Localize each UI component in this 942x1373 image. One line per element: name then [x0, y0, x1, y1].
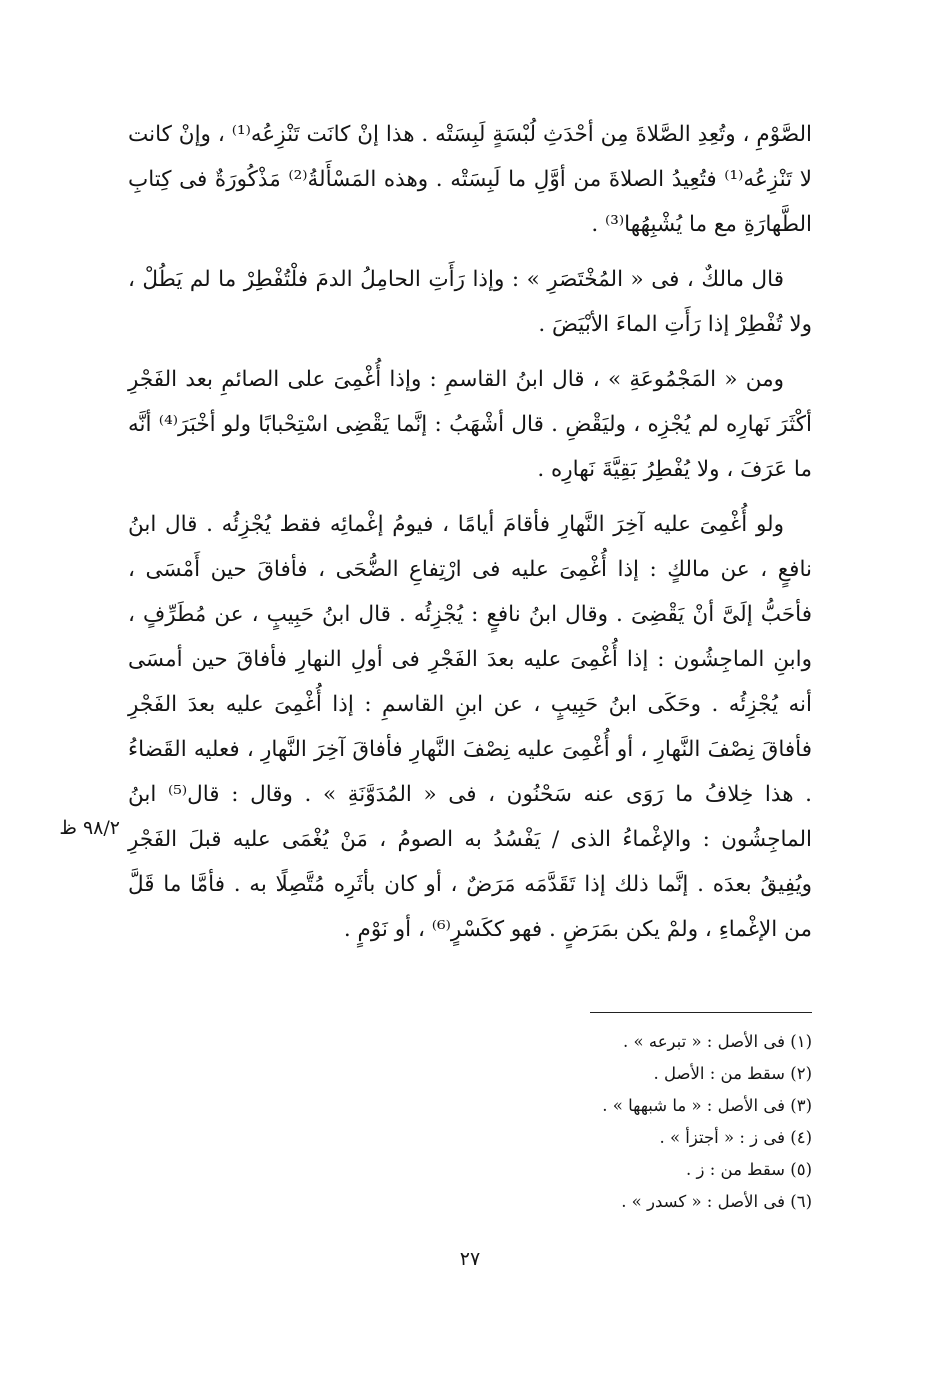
- footnote-divider: [590, 1012, 812, 1013]
- page-number: ٢٧: [459, 1248, 481, 1270]
- footnote-3: (٣) فى الأصل : « ما شبهها » .: [602, 1096, 812, 1115]
- footnote-2: (٢) سقط من : الأصل .: [653, 1064, 812, 1083]
- paragraph-4: ولو أُغْمِىَ عليه آخِرَ النَّهارِ فأقامَ أيامًا ، فيومُ إغْمائِه فقط يُجْزِئُه . قال ابنُ نافعٍ ، عن مالكٍ : إذا أُغْمِىَ عليه فى ارْتِفاعِ الضُّحَى ، فأفاقَ حين أَمْسَى ، فأحَبُّ إلَىَّ أنْ يَقْضِىَ . وقال ابنُ نافعٍ : يُجْزِئُه . قال ابنُ حَبِيبٍ ، عن مُطَرِّفٍ ، وابنِ الماجِشُون : إذا أُغْمِىَ عليه بعدَ الفَجْرِ فى أولِ النهارِ فأفاقَ حين أمسَى أنه يُجْزِئُه . وحَكَى ابنُ حَبِيبٍ ، عن ابنِ القاسمِ : إذا أُغْمِىَ عليه بعدَ الفَجْرِ فأفاقَ نِصْفَ النَّهارِ ، أو أُغْمِىَ عليه نِصْفَ النَّهارِ فأفاقَ آخِرَ النَّهارِ ، فعليه القَضاءُ . هذا خِلافُ ما رَوَى عنه سَحْنُون ، فى « المُدَوَّنَةِ » . وقال : قال⁽⁵⁾ ابنُ الماجِشُون : والإغْماءُ الذى / يَفْسُدُ به الصومُ ، مَنْ يُغْمَى عليه قبلَ الفَجْرِ ويُفِيقُ بعدَه . إنَّما ذلك إذا تَقَدَّمَه مَرَضٌ ، أو كان بأثَرِه مُتَّصِلًا به . فأمَّا ما قَلَّ من الإغْماءِ ، ولمْ يكن بمَرَضٍ . فهو ككَسْرٍ⁽⁶⁾ ، أو نَوْمٍ .: [128, 512, 812, 942]
- footnote-5: (٥) سقط من : ز .: [686, 1160, 812, 1179]
- main-text: [128, 112, 812, 962]
- paragraph-1: الصَّوْمِ ، وتُعِدِ الصَّلاةَ مِن أحْدَثِ لُبْسَةٍ لَبِسَتْه . هذا إنْ كانَت تَنْزِعُه⁽¹⁾ ، وإنْ كانت لا تَنْزِعُه⁽¹⁾ فتُعِيدُ الصلاةَ من أوَّلِ ما لَبِسَتْه . وهذه المَسْأَلةُ⁽²⁾ مَذْكُورَةٌ فى كِتابِ الطَّهارَةِ مع ما يُشْبِهُها⁽³⁾ .: [128, 122, 812, 237]
- footnotes: [380, 1026, 812, 1218]
- footnote-4: (٤) فى ز : « أجتزأ » .: [659, 1128, 812, 1147]
- footnote-1: (١) فى الأصل : « تبرعه » .: [623, 1032, 812, 1051]
- paragraph-3: ومن « المَجْمُوعَةِ » ، قال ابنُ القاسمِ : وإذا أُغْمِىَ على الصائمِ بعد الفَجْرِ أكْثَرَ نَهارِه لم يُجْزِه ، وليَقْضِ . قال أشْهَبُ : إنَّما يَقْضِى اسْتِحْبابًا ولو أخْبَرَ⁽⁴⁾ أنَّه ما عَرَفَ ، ولا يُفْطِرُ بَقِيَّةَ نَهارِه .: [128, 367, 812, 482]
- paragraph-2: قال مالكٌ ، فى « المُخْتَصَرِ » : وإذا رَأَتِ الحامِلُ الدمَ فلْتُفْطِرْ ما لم يَطُلْ ، ولا تُفْطِرْ إذا رَأَتِ الماءَ الأبْيَضَ .: [128, 267, 812, 337]
- footnote-6: (٦) فى الأصل : « كسدر » .: [621, 1192, 812, 1211]
- manuscript-folio-note: ٩٨/٢ ظ: [59, 817, 120, 839]
